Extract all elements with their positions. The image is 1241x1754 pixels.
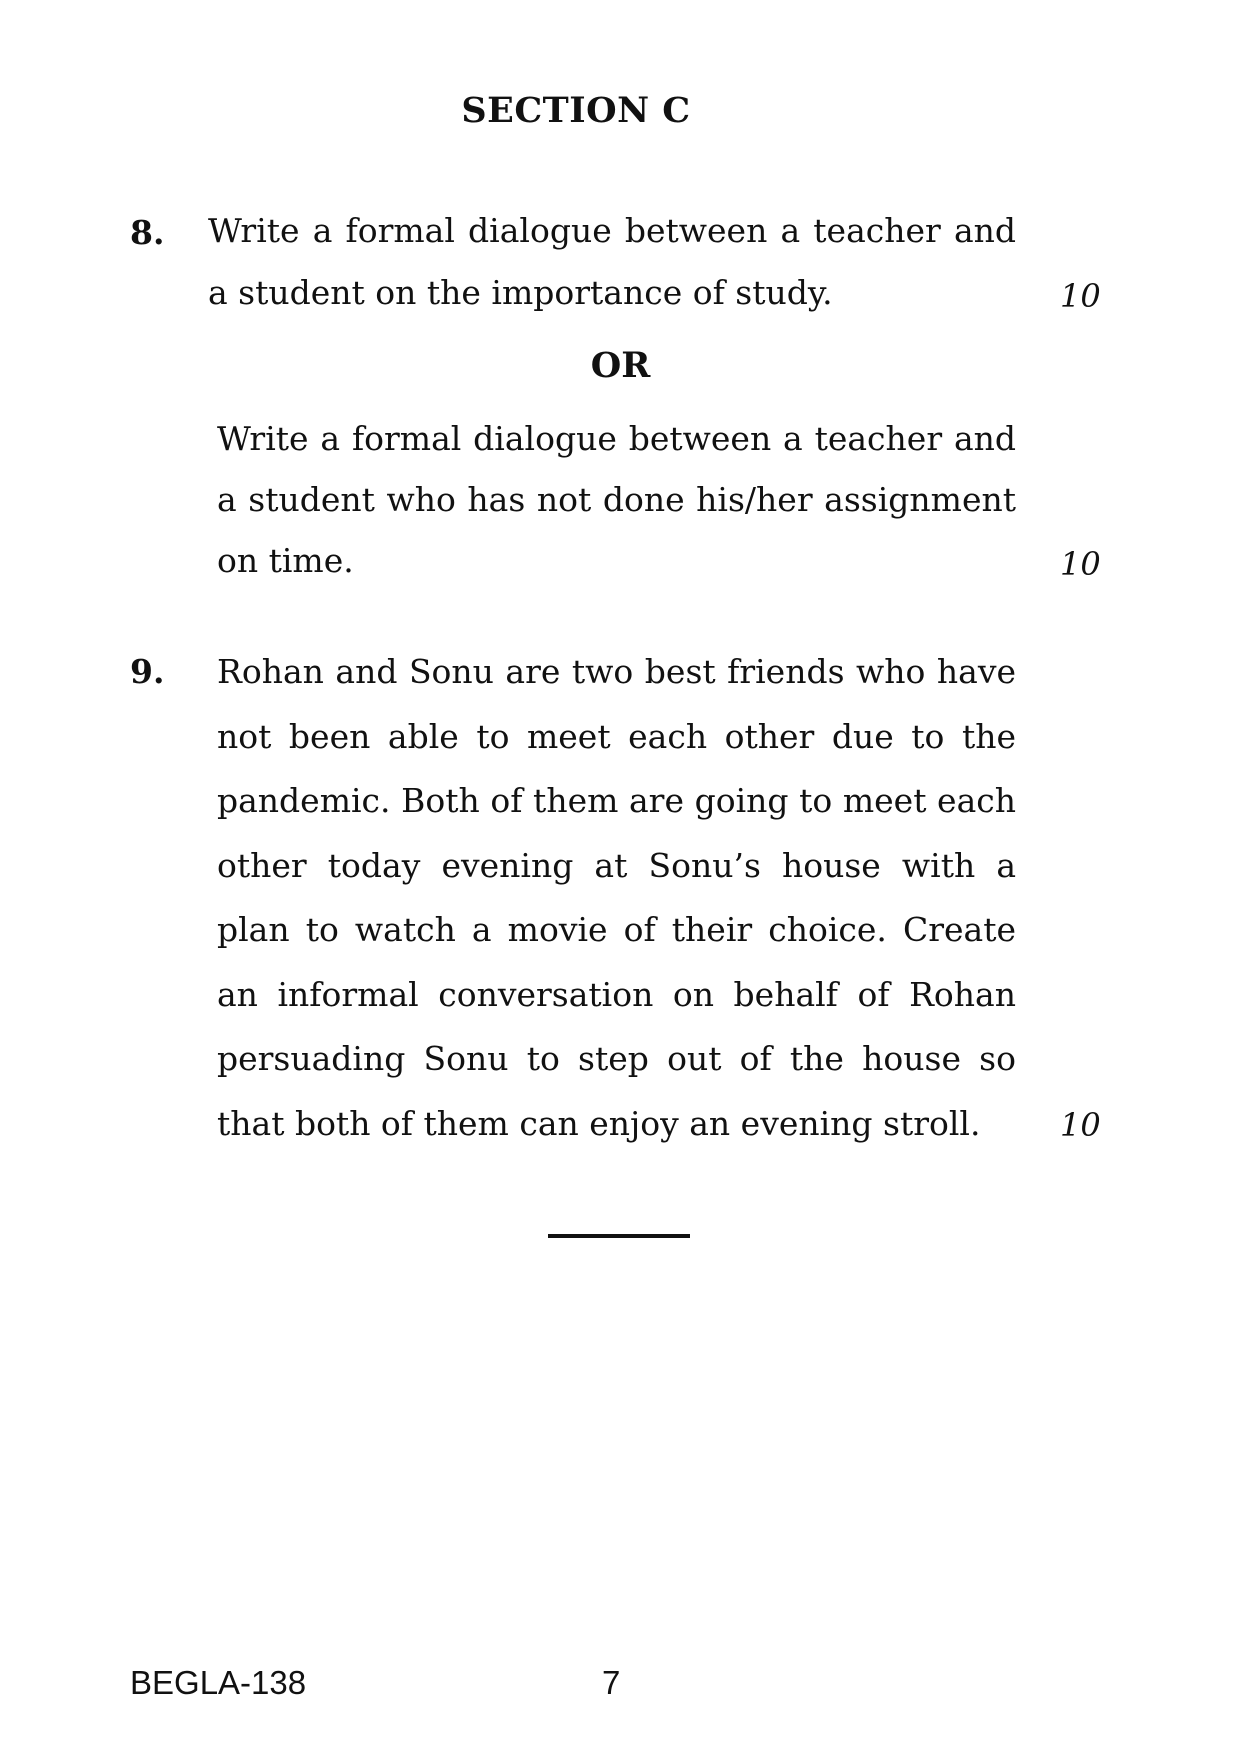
question-number: 9. [130,652,165,691]
question-text: Rohan and Sonu are two best friends who have not been able to meet each other due to the pandemic. Both of them are going to meet each other today evening at Sonu’s house with a plan to watch a movie of their choice. Create an informal conversation on behalf of Rohan persuading Sonu to step out of the house so that both of them can enjoy an evening stroll. [217,652,1016,1143]
question-marks: 10 [1060,277,1101,315]
footer-page-number: 7 [602,1664,621,1701]
question-marks: 10 [1060,1106,1101,1144]
question-text: Write a formal dialogue between a teacher and a student who has not done his/her assignment on time. [217,419,1016,580]
section-title: SECTION C [461,90,691,131]
question-marks: 10 [1060,545,1101,583]
footer-code: BEGLA-138 [130,1664,307,1701]
or-label: OR [590,345,651,386]
question-number: 8. [130,213,165,252]
question-text: Write a formal dialogue between a teacher and a student on the importance of study. [208,211,1016,312]
end-rule [548,1234,690,1238]
